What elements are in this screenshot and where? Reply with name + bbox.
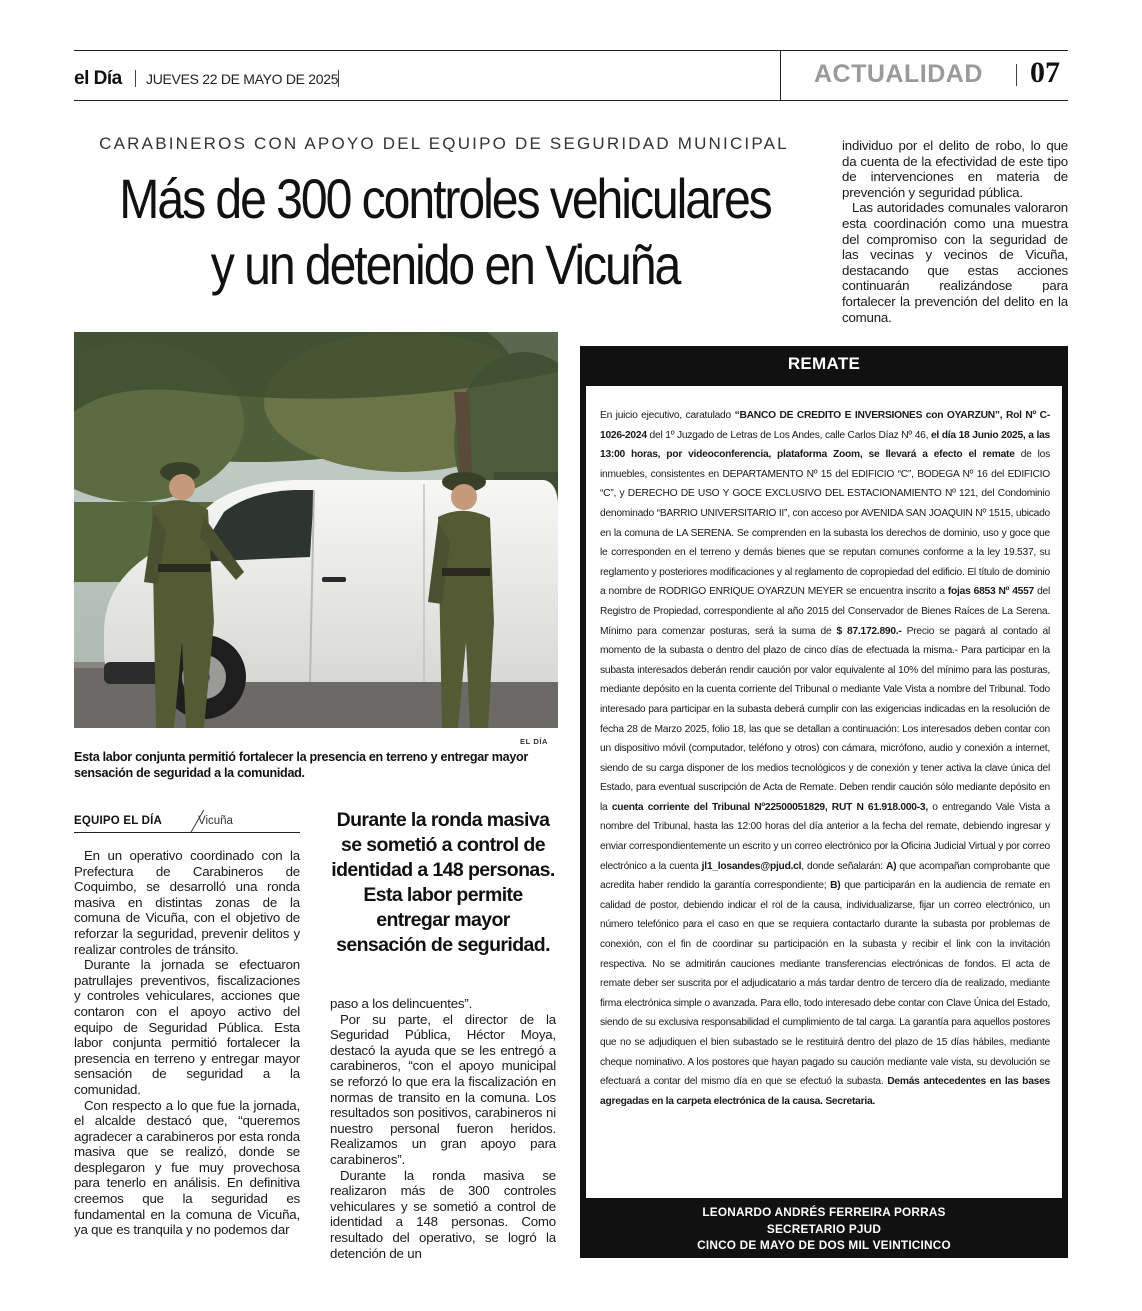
article-paragraph: Con respecto a lo que fue la jornada, el alcalde destacó que, “queremos agradecer a carabineros por esta ronda masiva que se realizó, donde se desplegaron y fue muy provechosa para tenerlo en análisis. En definitiva creemos que la seguridad es fundamental en la comuna de Vicuña, ya que es tranquila y no podemos dar xyxy=(74,1097,300,1238)
legal-notice-segment: B) xyxy=(830,880,841,892)
article-paragraph: paso a los delincuentes”. xyxy=(330,996,473,1011)
byline-location: Vicuña xyxy=(198,815,233,827)
article-kicker: CARABINEROS CON APOYO DEL EQUIPO DE SEGURIDAD MUNICIPAL xyxy=(99,134,789,153)
legal-notice-segment: Demás antecedentes en las bases agregadas en la carpeta electrónica de la causa. Secretaria. xyxy=(600,1076,1050,1107)
legal-notice-segment: del Registro de Propiedad, correspondiente al año 2015 del Conservador de Bienes Raíces de La Serena. Mínimo para comenzar posturas, será la suma de xyxy=(600,586,1050,637)
legal-notice-segment: de los inmuebles, consistentes en DEPARTAMENTO Nº 15 del EDIFICIO “C”, BODEGA Nº 16 del EDIFICIO “C”, y DERECHO DE USO Y GOCE EXCLUSIVO DEL ESTACIONAMIENTO Nº 121, del Condominio denominado “BARRIO UNIVERSITARIO II”, con acceso por AVENIDA SAN JOAQUIN Nº 1515, ubicado en la comuna de LA SERENA. Se comprenden en la subasta los derechos de dominio, uso y goce que le corresponden en el terreno y demás bienes que se reputan comunes conforme a la ley 19.537, su reglamento y posteriores modificaciones y al reglamento de copropiedad del edificio. El título de dominio a nombre de RODRIGO ENRIQUE OYARZUN MEYER se encuentra inscrito a xyxy=(600,449,1051,598)
legal-notice-segment: A) xyxy=(885,860,897,872)
header-separator xyxy=(338,70,339,87)
header-separator xyxy=(135,70,136,87)
article-photo xyxy=(74,332,558,728)
article-paragraph: individuo por el delito de robo, lo que da cuenta de la efectividad de este tipo de intervenciones en materia de prevención y seguridad pública. xyxy=(842,138,1068,200)
byline-rule xyxy=(74,832,300,833)
article-column-middle xyxy=(330,996,556,1261)
article-column-left xyxy=(74,848,300,1238)
legal-notice-segment: que acompañan comprobante que acredita haber rendido la garantía correspondiente; xyxy=(600,860,1051,892)
header-top-rule xyxy=(74,50,1068,51)
legal-notice-text xyxy=(600,406,1050,1111)
newspaper-logo: el Día xyxy=(74,68,122,89)
headline-line: y un detenido en Vicuña xyxy=(210,233,680,296)
legal-notice-segment: Precio se pagará al contado al momento de la subasta o dentro del plazo de cinco días de efectuada la misma.- Para participar en la subasta interesados deberán rendir caución por valor equivalente al 10% del mínimo para las posturas, mediante depósito en la cuenta corriente del Tribunal o mediante Vale Vista a nombre del Tribunal. Todo interesado para participar en la subasta deberá cumplir con las exigencias indicadas en la resolución de fecha 28 de Marzo 2025, folio 18, las que se detallan a continuación: Los interesados deben contar con un dispositivo móvil (computador, teléfono y otros) con cámara, micrófono, audio y conexión a internet, siendo de su carga disponer de los medios tecnológicos y de conexión y tener activa la clave única del Estado, para eventual suscripción de Acta de Remate. Deben rendir caución sólo mediante depósito en la xyxy=(600,625,1050,813)
signature-date: CINCO DE MAYO DE DOS MIL VEINTICINCO xyxy=(697,1238,951,1252)
legal-notice-segment: fojas 6853 Nº 4557 xyxy=(947,586,1034,598)
legal-notice-segment: “BANCO DE CREDITO E INVERSIONES con OYARZUN”, Rol Nº C-1026-2024 xyxy=(600,410,1050,441)
byline-author: EQUIPO EL DÍA xyxy=(74,815,163,827)
issue-date: JUEVES 22 DE MAYO DE 2025 xyxy=(146,71,339,87)
legal-notice-title: REMATE xyxy=(787,354,861,373)
signature-name: LEONARDO ANDRÉS FERREIRA PORRAS xyxy=(702,1205,946,1219)
headline-line: Más de 300 controles vehiculares xyxy=(119,167,771,230)
legal-notice-segment: , donde señalarán: xyxy=(801,860,886,872)
header-divider xyxy=(780,51,781,100)
legal-notice-segment: del 1º Juzgado de Letras de Los Andes, calle Carlos Díaz Nº 46, xyxy=(646,429,931,441)
article-paragraph: Durante la jornada se efectuaron patrullajes preventivos, fiscalizaciones y controles vehiculares, acciones que contaron con el apoyo activo del equipo de Seguridad Pública. Esta labor conjunta permitió fortalecer la presencia en terreno y entregar mayor sensación de seguridad a la comunidad. xyxy=(74,957,300,1097)
legal-notice-segment: el día 18 Junio 2025, a las 13:00 horas, por videoconferencia, plataforma Zoom, se llevará a efecto el remate xyxy=(600,429,1051,461)
article-paragraph: Durante la ronda masiva se realizaron más de 300 controles vehiculares y se sometió a control de identidad a 148 personas. Como resultado del operativo, se logró la detención de un xyxy=(330,1167,556,1261)
signature-title: SECRETARIO PJUD xyxy=(766,1221,882,1236)
article-paragraph: Las autoridades comunales valoraron esta coordinación como una muestra del compromiso con la seguridad de las vecinas y vecinos de Vicuña, destacando que estas acciones continuarán realizándose para fortalecer la prevención del delito en la comuna. xyxy=(842,200,1068,325)
article-column-right xyxy=(842,138,1068,325)
legal-notice-segment: En juicio ejecutivo, caratulado xyxy=(600,410,735,421)
section-name: ACTUALIDAD xyxy=(814,60,983,88)
photo-caption: Esta labor conjunta permitió fortalecer la presencia en terreno y entregar mayor sensación de seguridad a la comunidad. xyxy=(74,750,529,780)
article-headline xyxy=(114,166,776,298)
header-separator xyxy=(1016,64,1017,86)
legal-notice-segment: jl1_losandes@pjud.cl xyxy=(701,860,802,872)
legal-notice-segment: $ 87.172.890.- xyxy=(836,625,902,637)
legal-notice-body xyxy=(586,386,1062,1198)
legal-notice-segment: cuenta corriente del Tribunal Nº22500051829, RUT N 61.918.000-3, xyxy=(611,801,928,813)
header-bottom-rule xyxy=(74,100,1068,101)
legal-notice-segment: o entregando Vale Vista a nombre del Tribunal, hasta las 12:00 horas del día anterior a la fecha del remate, debiendo ingresar y enviar correspondientemente un escrito y un correo electrónico por la Oficina Judicial Virtual y por correo electrónico a la cuenta xyxy=(600,801,1051,872)
legal-notice-signature xyxy=(580,1204,1068,1254)
article-paragraph: Por su parte, el director de la Seguridad Pública, Héctor Moya, destacó la ayuda que se les entregó a carabineros, “con el apoyo municipal se reforzó lo que era la fiscalización en normas de transito en la comuna. Los resultados son positivos, carabineros ni nuestro personal fueron heridos. Realizamos un gran apoyo para carabineros”. xyxy=(330,1011,556,1167)
page-number: 07 xyxy=(1030,56,1060,89)
article-paragraph: En un operativo coordinado con la Prefectura de Carabineros de Coquimbo, se desarrolló una ronda masiva en distintas zonas de la comuna de Vicuña, con el objetivo de reforzar la seguridad, prevenir delitos y realizar controles de tránsito. xyxy=(74,848,300,957)
legal-notice-segment: que participarán en la audiencia de remate en calidad de postor, debiendo indicar el rol de la causa, individualizarse, fijar un correo electrónico, un número telefónico para el caso en que se requiera contactarlo durante la subasta por problemas de conexión, con el fin de coordinar su participación en la subasta y recibir el link con la invitación respectiva. No se admitirán cauciones mediante transferencias electrónicas de fondos. El acta de remate deber ser suscrita por el adjudicatario a más tardar dentro de tercero día de realizado, mediante firma electrónica simple o avanzada. Para ello, todo interesado debe contar con Clave Única del Estado, siendo de su exclusiva responsabilidad el cumplimiento de tal carga. La garantía para aquellos postores que no se adjudiquen el bien subastado se le restituirá dentro del plazo de 15 días hábiles, mediante cheque nominativo. A los postores que hayan pagado su caución mediante vale vista, su devolución se efectuará a contar del mismo día en que se efectuó la subasta. xyxy=(600,880,1051,1088)
pull-quote: Durante la ronda masiva se sometió a control de identidad a 148 personas. Esta labor permite entregar mayor sensación de seguridad. xyxy=(331,809,555,956)
photo-credit: EL DÍA xyxy=(520,737,549,746)
legal-notice-box xyxy=(580,346,1068,1258)
